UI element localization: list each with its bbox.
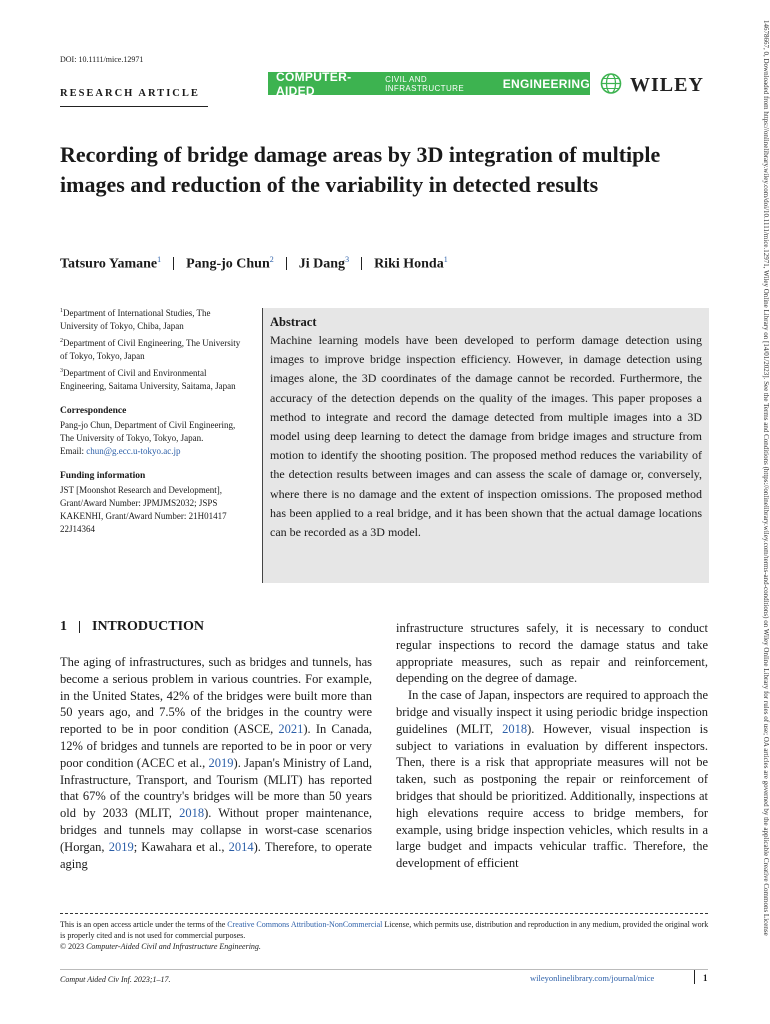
footer-citation: Comput Aided Civ Inf. 2023;1–17. <box>60 975 171 984</box>
author-separator <box>173 257 174 270</box>
header-rule <box>60 106 208 107</box>
download-notice <box>760 20 770 1015</box>
funding-text: JST [Moonshot Research and Development], Grant/Award Number: JPMJMS2032; JSPS KAKENHI, Grant/Award Number: 21H01417 22J14364 <box>60 485 227 534</box>
paragraph: In the case of Japan, inspectors are required to approach the bridge and visually inspect it using periodic bridge inspection guidelines (MLIT, 2018). However, visual inspection is subject to variations in evaluation by different inspectors. Then, there is a risk that appropriate measures will not be taken, such as postponing the repair or reinforcement of bridges that should be prioritized. Additionally, inspections at high elevations require access to bridge members, for example, using bridge inspection vehicles, which results in a large budget and impacts vehicular traffic. Therefore, the development of efficient <box>396 688 708 871</box>
email-link[interactable]: chun@g.ecc.u-tokyo.ac.jp <box>86 446 181 456</box>
journal-banner[interactable] <box>268 69 590 98</box>
citation-link[interactable]: 2018 <box>502 721 528 736</box>
section-title: INTRODUCTION <box>92 619 205 634</box>
citation-link[interactable]: 2014 <box>228 839 254 854</box>
author[interactable]: Ji Dang$^3$ <box>298 255 350 272</box>
body-column-left <box>60 654 372 872</box>
journal-url-link[interactable]: wileyonlinelibrary.com/journal/mice <box>530 973 655 983</box>
correspondence-text: Pang-jo Chun, Department of Civil Engineering, The University of Tokyo, Tokyo, Japan. Email: chun@g.ecc.u-tokyo.ac.jp <box>60 420 236 456</box>
author[interactable]: Pang-jo Chun$^2$ <box>186 255 274 272</box>
page-number: 1 <box>703 973 708 983</box>
paragraph: infrastructure structures safely, it is necessary to conduct regular inspections to record the damage status and take appropriate measures, such as repair and reinforcement, depending on the degree of damage. <box>396 621 708 686</box>
author[interactable]: Tatsuro Yamane$^1$ <box>60 255 162 272</box>
affiliation: $^2$Department of Civil Engineering, The University of Tokyo, Tokyo, Japan <box>60 338 241 361</box>
banner-part1: COMPUTER-AIDED <box>276 69 352 98</box>
citation-link[interactable]: 2018 <box>179 806 205 821</box>
section-heading <box>60 619 204 635</box>
author[interactable]: Riki Honda$^1$ <box>374 255 448 272</box>
affiliation: $^1$Department of International Studies, The University of Tokyo, Chiba, Japan <box>60 308 211 331</box>
author-separator <box>361 257 362 270</box>
citation-link[interactable]: 2019 <box>108 839 134 854</box>
footer-separator <box>694 970 695 984</box>
globe-logo-icon <box>596 72 626 95</box>
download-notice-text: 14678667, 0, Downloaded from https://onlinelibrary.wiley.com/doi/10.1111/mice.12971, Wiley Online Library on [14/01/2023]. See the Terms and Conditions (https://onlinelibrary.wiley.com/terms-and-conditions) on Wiley Online Library for rules of use; OA articles are governed by the applicable Creative Commons License <box>762 20 770 936</box>
correspondence-heading: Correspondence <box>60 406 127 416</box>
article-type: RESEARCH ARTICLE <box>60 88 200 99</box>
banner-part2: CIVIL AND INFRASTRUCTURE <box>385 74 465 93</box>
license-link[interactable]: Creative Commons Attribution-NonCommercial <box>227 920 383 929</box>
doi: DOI: 10.1111/mice.12971 <box>60 55 144 64</box>
author-separator <box>286 257 287 270</box>
article-title: Recording of bridge damage areas by 3D integration of multiple images and reduction of the variability in detected results <box>60 142 661 197</box>
publisher-logo[interactable]: WILEY <box>630 74 704 96</box>
abstract-heading: Abstract <box>270 315 317 329</box>
banner-part3: ENGINEERING <box>502 76 590 91</box>
body-column-right <box>396 620 708 872</box>
abstract-text: Machine learning models have been developed to perform damage detection using images to improve bridge inspection efficiency. However, in damage detection using images alone, the 3D coordinates of the damage cannot be recorded. Furthermore, the accuracy of the detection depends on the quality of the images. This paper proposes a method to integrate and record the damage detected from multiple images into a 3D model using deep learning to detect the damage from bridge images and structure from motion to identify the shooting position. The proposed method reduces the variability of the detection results between images and can assess the scale of damage or, conversely, where there is no damage and the extent of inspection omissions. The proposed method has been applied to a real bridge, and it has been shown that the actual damage locations can be recorded as a 3D model. <box>270 333 702 540</box>
article-sidebar <box>60 305 250 538</box>
author-list <box>60 255 448 273</box>
license-note: This is an open access article under the terms of the Creative Commons Attribution-NonCommercial License, which permits use, distribution and reproduction in any medium, provided the original work is properly cited and is not used for commercial purposes. © 2023 Computer-Aided Civil and Infrastructure Engineering. <box>60 920 709 951</box>
funding-heading: Funding information <box>60 471 146 481</box>
section-number: 1 <box>60 619 67 634</box>
abstract-box <box>263 308 709 583</box>
footnote-divider <box>60 913 708 914</box>
citation-link[interactable]: 2021 <box>278 722 304 737</box>
paragraph: The aging of infrastructures, such as bridges and tunnels, has become a serious problem in various countries. For example, in the United States, 42% of the bridges were built more than 50 years ago, and 7.5% of the bridges in the country were reported to be in poor condition (ASCE, 2021). In Canada, 12% of bridges and tunnels are reported to be in poor or very poor condition (ACEC et al., 2019). Japan's Ministry of Land, Infrastructure, Transport, and Tourism (MLIT) has reported that 67% of the country's bridges will be more than 50 years old by 2033 (MLIT, 2018). Without proper maintenance, bridges and tunnels may collapse in worst-case scenarios (Horgan, 2019; Kawahara et al., 2014). Therefore, to operate aging <box>60 655 373 871</box>
section-separator <box>79 621 80 633</box>
affiliation: $^3$Department of Civil and Environmental Engineering, Saitama University, Saitama, Japan <box>60 368 236 391</box>
footer-rule <box>60 969 708 970</box>
citation-link[interactable]: 2019 <box>208 755 234 770</box>
